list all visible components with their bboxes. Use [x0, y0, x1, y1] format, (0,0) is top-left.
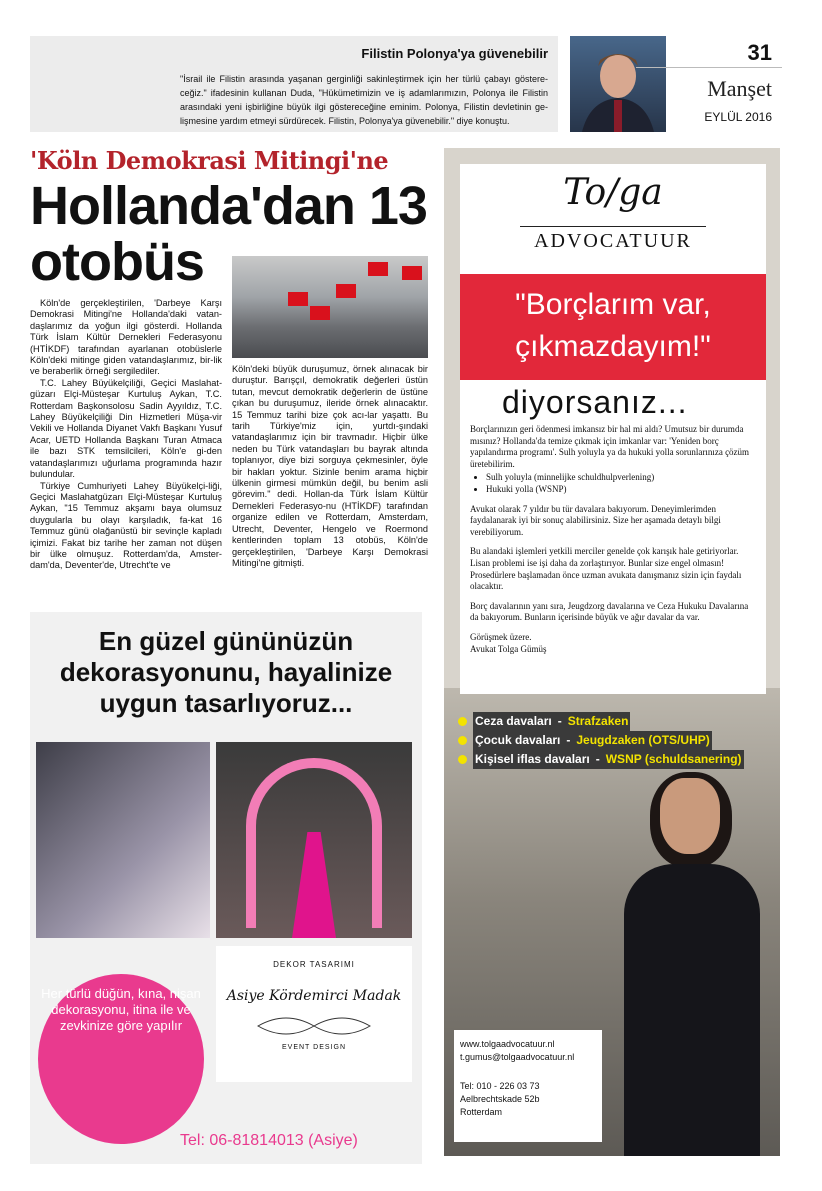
- ad-headline: En güzel gününüzün dekorasyonunu, hayalinize uygun tasarlıyoruz...: [59, 626, 393, 718]
- website-link[interactable]: www.tolgaadvocatuur.nl: [460, 1039, 555, 1049]
- ad-bullets: [470, 472, 756, 495]
- issue-date: EYLÜL 2016: [704, 110, 772, 124]
- flag-icon: [368, 262, 388, 276]
- services-list: [458, 712, 744, 769]
- ad-paragraph: Bu alandaki işlemleri yetkili merciler genelde çok karışık hale getiriyorlar. Lisan problemi ise işi daha da zorlaştırıyor. Bunlar size engel olmasın! Prosedürlere başlamadan önce uzman avukata danışmanız sizin için faydalı olacaktır.: [470, 546, 742, 592]
- infinity-icon: [256, 1014, 372, 1038]
- article-paragraph: Köln'de gerçekleştirilen, 'Darbeye Karşı Demokrasi Mitingi'ne Hollanda'daki vatan-daşlarımız da yoğun ilgi gösterdi. Hollanda Türk İslam Kültür Dernekleri Federasyonu (HTİKDF) tarafından ayarlanan otobüslerle Köln'deki mitinge giden vatandaşlarımız, bir-lik ve beraberlik örneği sergilediler.: [30, 298, 222, 377]
- header-rule: [636, 36, 782, 68]
- logo-tagline: DEKOR TASARIMI: [273, 960, 355, 969]
- lawyer-ad: [444, 148, 780, 1156]
- decor-photo-arch: [216, 742, 412, 938]
- header-teaser: [30, 36, 558, 132]
- ad-text: [470, 424, 756, 655]
- page-number: 31: [747, 40, 772, 65]
- article-photo: [232, 256, 428, 358]
- ad-signature: Avukat Tolga Gümüş: [470, 643, 547, 654]
- flag-icon: [310, 306, 330, 320]
- teaser-title: Filistin Polonya'ya güvenebilir: [361, 46, 548, 61]
- service-item: Kişisel iflas davaları - WSNP (schuldsanering): [458, 750, 744, 769]
- flag-icon: [288, 292, 308, 306]
- ad-paragraph: Borç davalarının yanı sıra, Jeugdzorg davalarına ve Ceza Hukuku Davalarına da bakıyorum. Bunların içerisinde büyük ve ağır davalar da var.: [470, 600, 749, 623]
- ad-paragraph: Borçlarınızın geri ödenmesi imkansız bir hal mi aldı? Umutsuz bir durumda mısınız? Hollanda'da temize çıkmak için imkanlar var: 'Yeniden borç yapılandırma programı'. Sulh yoluyla ya da hukuki yolla sorunlarınıza çözüm üretebilirim.: [470, 424, 750, 469]
- teaser-body: "İsrail ile Filistin arasında yaşanan gerginliği sakinleştirmek için her türlü çabayı göstere-ceğiz." ifadesinin kullanan Duda, "Hükümetimizin ve iş adamlarımızın, Polonya ile Filistin arasındaki yeni işbirliğine büyük ilgi göstereceğine eminim. Polonya, Filistin devletinin ge-lişmesine yardım etmeyi sürdürecek. Filistin, Polonya'ya güvenebilir." diye konuştu.: [180, 74, 548, 126]
- ad-bullet: • Sulh yoluyla (minnelijke schuldhulpverlening): [486, 472, 756, 484]
- flag-icon: [402, 266, 422, 280]
- ad-closing: Görüşmek üzere.: [470, 631, 532, 642]
- bullet-icon: [458, 717, 467, 726]
- ad-body: [460, 268, 766, 694]
- red-quote: "Borçlarım var, çıkmazdayım!": [460, 274, 766, 380]
- article-headline: Hollanda'dan 13 otobüs: [30, 176, 427, 292]
- article-paragraph: Türkiye Cumhuriyeti Lahey Büyükelçi-liği, Geçici Maslahatgüzarı Elçi-Müsteşar Kurtuluş Aykan, "15 Temmuz akşamı baya olumsuz duygularla bu olayı karşıladık, fa-kat 16 Temmuz günü olağanüstü bir sevinçle kapladı içimizi. Fakat biz tarihe her zaman not düşen bir ülke olmuşuz. Rotterdam'da, Amster-dam'da, Deventer'de, Utrecht'te ve: [30, 480, 222, 571]
- section-name: Manşet: [707, 76, 772, 101]
- promo-bubble: Her türlü düğün, kına, nişan dekorasyonu, itina ile ve zevkinize göre yapılır: [38, 974, 204, 1144]
- logo-subtitle: EVENT DESIGN: [282, 1044, 346, 1051]
- service-item: Ceza davaları - Strafzaken: [458, 712, 744, 731]
- service-item: Çocuk davaları - Jeugdzaken (OTS/UHP): [458, 731, 744, 750]
- decoration-ad: [30, 612, 422, 1164]
- ad-phone: Tel: 06-81814013 (Asiye): [180, 1132, 358, 1149]
- advocatuur-logo: [460, 164, 766, 268]
- decor-photo-table: [36, 742, 210, 938]
- contact-box: [454, 1030, 602, 1142]
- article-column-2: [232, 364, 428, 569]
- lawyer-photo: [624, 778, 760, 1156]
- logo-name: Asiye Kördemirci Madak: [226, 988, 402, 1004]
- contact-phone: Tel: 010 - 226 03 73: [460, 1081, 540, 1091]
- diyorsaniz-heading: diyorsanız...: [502, 384, 688, 420]
- ad-bullet: • Hukuki yolla (WSNP): [486, 484, 756, 496]
- bullet-icon: [458, 736, 467, 745]
- decor-logo: [216, 946, 412, 1082]
- article-paragraph: T.C. Lahey Büyükelçiliği, Geçici Maslahat-güzarı Elçi-Müsteşar Kurtuluş Aykan, T.C. Rotterdam Başkonsolosu Sadin Ayyıldız, T.C. Lahey Büyükelçiliği Din Hizmetleri Müşa-vir Vekili ve Hollanda Diyanet Vakfı Başkanı Yusuf Acar, UETD Hollanda Başkanı Turan Atmaca ile bazı STK temsilcileri, Köln'e gi-den vatandaşlarımızı uğurlama programında hazır bulundular.: [30, 377, 222, 480]
- email-link[interactable]: t.gumus@tolgaadvocatuur.nl: [460, 1052, 575, 1062]
- article-kicker: 'Köln Demokrasi Mitingi'ne: [30, 146, 389, 175]
- article-column-1: [30, 298, 222, 572]
- ad-paragraph: Avukat olarak 7 yıldır bu tür davalara bakıyorum. Deneyimlerimden faydalanarak iyi bir sonuç alabilirsiniz. Size her aşamada detaylı bilgi verebiliyorum.: [470, 503, 721, 537]
- logo-rule: [520, 226, 706, 227]
- article-paragraph: Köln'deki büyük duruşumuz, örnek alınacak bir duruştur. Barışçıl, demokratik değerleri üstün tutan, mevcut demokratik değerlerin de üstüne çıkan bu duruşumuz, ileride örnek alınacaktır. 15 Temmuz tarihi bize çok acı-lar yaşattı. Bu tarih Türkiye'miz için, yurtdı-şındaki vatandaşlarımız için bir travmadır. Hiçbir ülke neden bu Türk vatandaşları bu bayrak altında toplanıyor, diye bizi sorguya çekmesinler, öyle bir hakları yoktur. Sizinle benim arama hiçbir ülkenin girmesi mümkün değil, bu benim asli görevim." dedi. Hollan-da Türk İslam Kültür Dernekleri Federasyo-nu (HTİKDF) tarafından organize edilen ve Rotterdam, Amsterdam, Utrecht, Deventer, Hengelo ve Roermond kentlerinden toplam 13 otobüs, Köln'de gerçekleştirilen, 'Darbeye Karşı Demokrasi Mitingi'ne gitmişti.: [232, 364, 428, 568]
- contact-city: Rotterdam: [460, 1107, 503, 1117]
- logo-sub: ADVOCATUUR: [534, 230, 692, 252]
- logo-name: To/ga: [563, 172, 663, 213]
- flag-icon: [336, 284, 356, 298]
- bullet-icon: [458, 755, 467, 764]
- contact-street: Aelbrechtskade 52b: [460, 1094, 540, 1104]
